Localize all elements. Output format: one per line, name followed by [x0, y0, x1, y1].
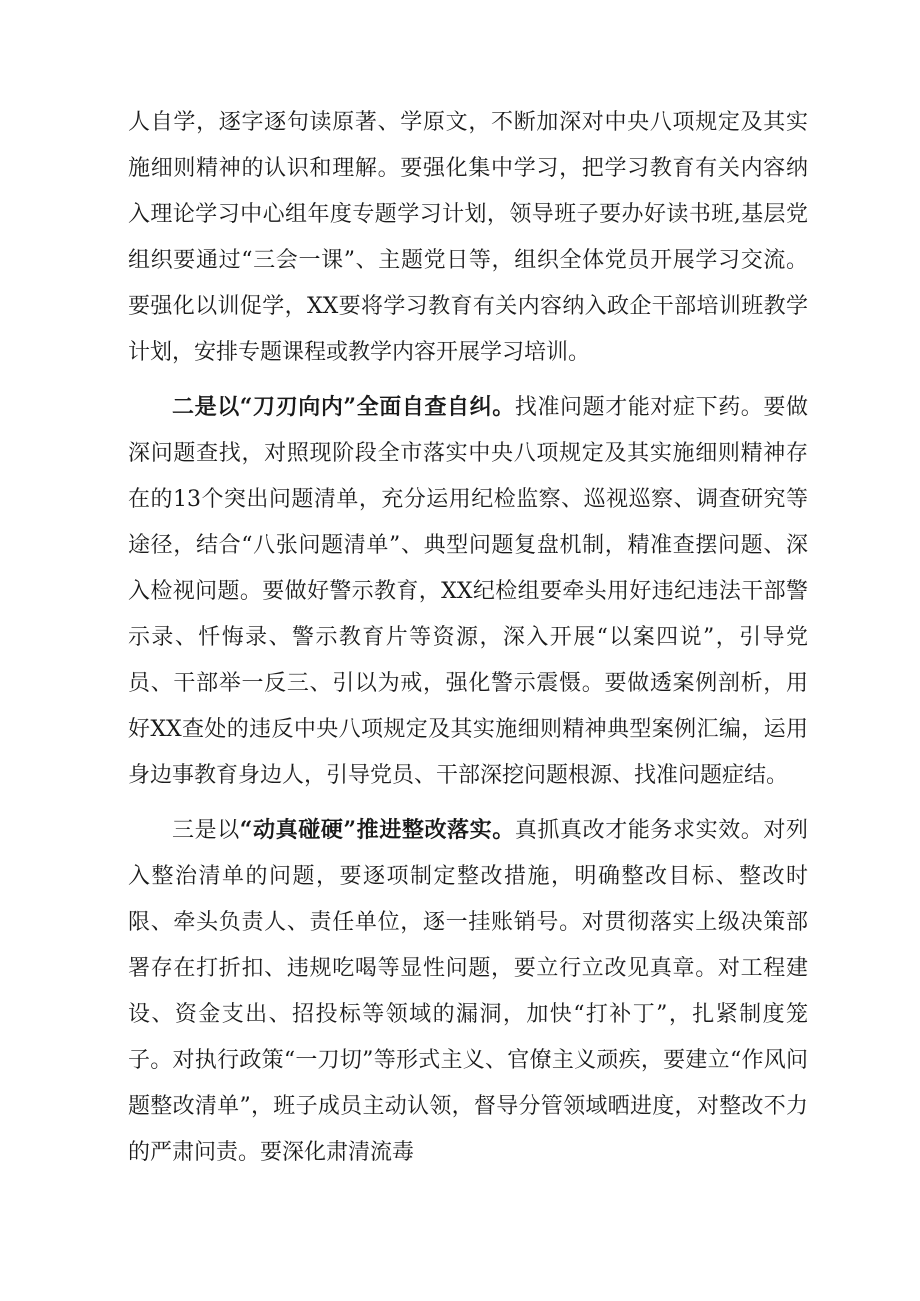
- paragraph-2-text: 找准问题才能对症下药。要做深问题查找，对照现阶段全市落实中央八项规定及其实施细则精神存在的13个突出问题清单，充分运用纪检监察、巡视巡察、调查研究等途径，结合“八张问题清单”、典型问题复盘机制，精准查摆问题、深入检视问题。要做好警示教育，XX纪检组要牵头用好违纪违法干部警示录、忏悔录、警示教育片等资源，深入开展“以案四说”，引导党员、干部举一反三、引以为戒，强化警示震慑。要做透案例剖析，用好XX查处的违反中央八项规定及其实施细则精神典型案例汇编，运用身边事教育身边人，引导党员、干部深挖问题根源、找准问题症结。: [128, 395, 808, 788]
- paragraph-1-text: 人自学，逐字逐句读原著、学原文，不断加深对中央八项规定及其实施细则精神的认识和理解。要强化集中学习，把学习教育有关内容纳入理论学习中心组年度专题学习计划，领导班子要办好读书班,基层党组织要通过“三会一课”、主题党日等，组织全体党员开展学习交流。要强化以训促学，XX要将学习教育有关内容纳入政企干部培训班教学计划，安排专题课程或教学内容开展学习培训。: [128, 110, 808, 365]
- paragraph-3: [128, 807, 808, 1176]
- paragraph-2-heading: 二是以“刀刃向内”全面自查自纠。: [172, 394, 515, 420]
- document-body: [128, 100, 808, 1176]
- paragraph-1: [128, 100, 808, 376]
- paragraph-3-heading: “动真碰硬”推进整改落实。: [239, 817, 515, 843]
- paragraph-3-text: 真抓真改才能务求实效。对列入整治清单的问题，要逐项制定整改措施，明确整改目标、整改时限、牵头负责人、责任单位，逐一挂账销号。对贯彻落实上级决策部署存在打折扣、违规吃喝等显性问题，要立行立改见真章。对工程建设、资金支出、招投标等领域的漏洞，加快“打补丁”，扎紧制度笼子。对执行政策“一刀切”等形式主义、官僚主义顽疾，要建立“作风问题整改清单”，班子成员主动认领，督导分管领域晒进度，对整改不力的严肃问责。要深化肃清流毒: [128, 818, 808, 1165]
- paragraph-2: [128, 384, 808, 799]
- paragraph-3-heading-lead: 三是以: [172, 818, 240, 843]
